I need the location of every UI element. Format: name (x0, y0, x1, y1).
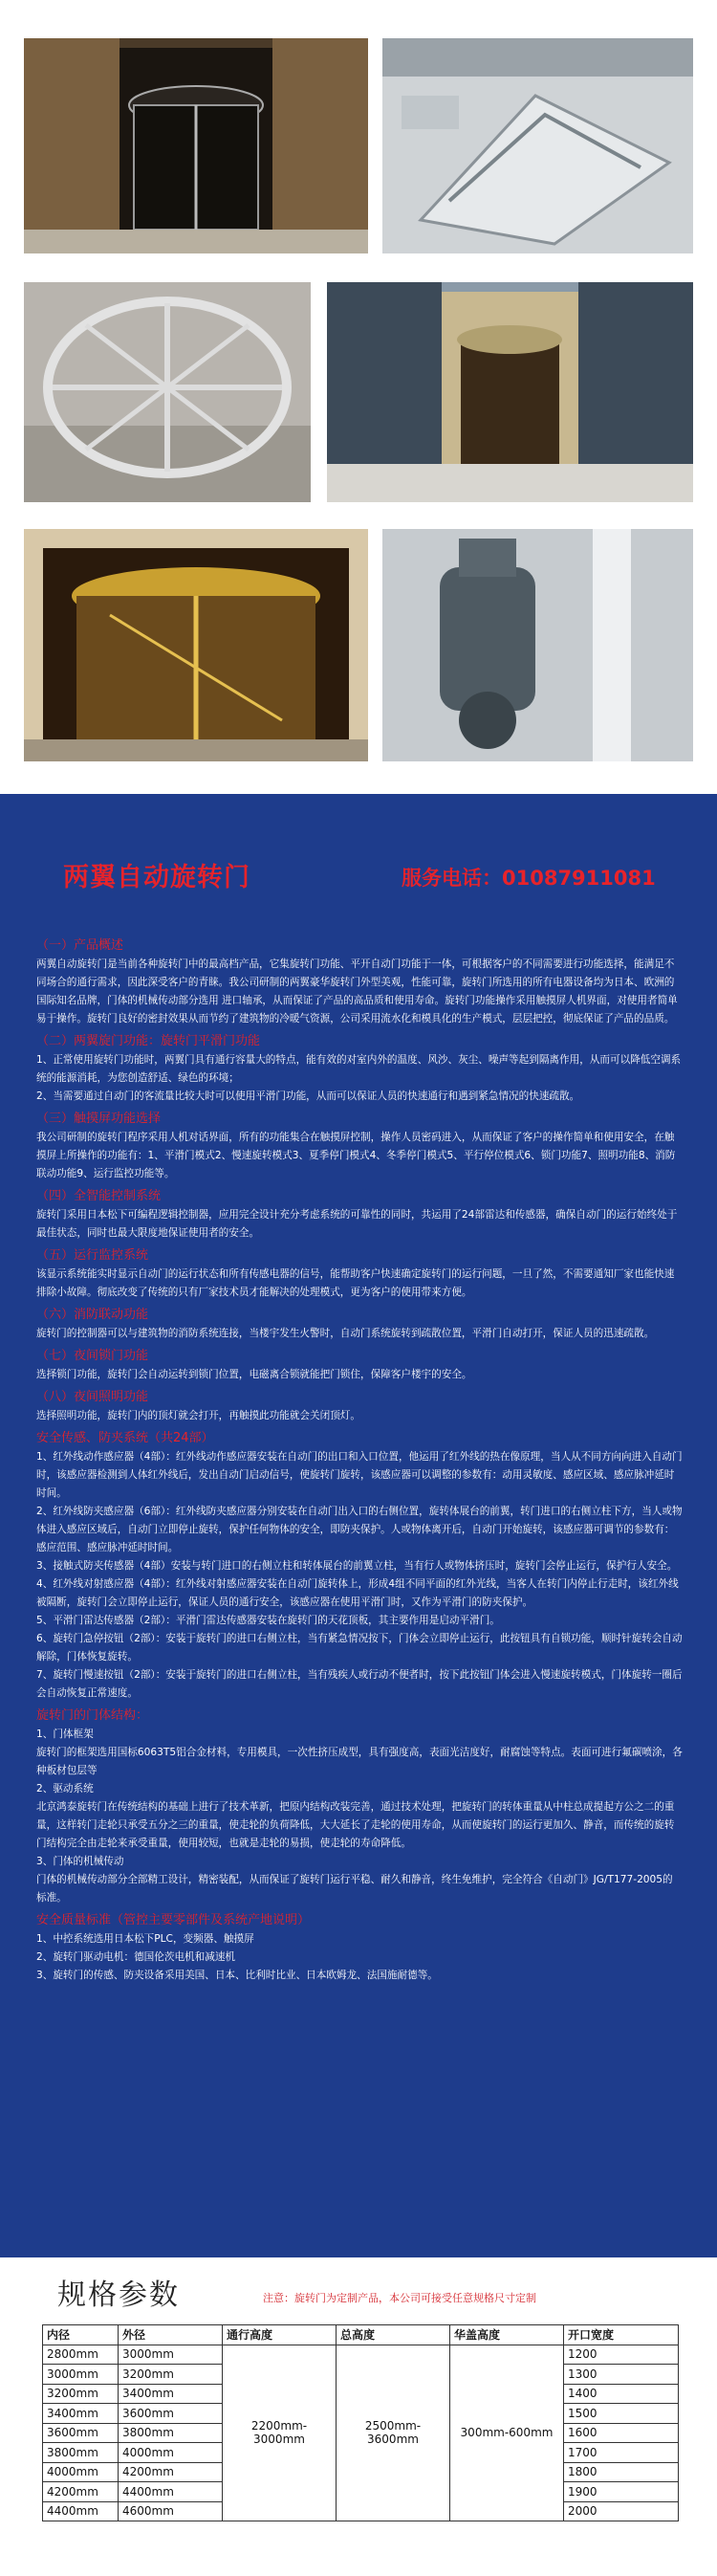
cell-outer: 3800mm (119, 2423, 223, 2443)
cell-outer: 3200mm (119, 2365, 223, 2385)
section-line: 6、旋转门急停按钮（2部）：安装于旋转门的进口右侧立柱，当有紧急情况按下，门体会立即停止运行，此按钮具有自锁功能，顺时针旋转会自动解除，门体恢复旋转。 (36, 1633, 683, 1662)
photo-revolving-door-entrance-night (24, 38, 368, 253)
section-heading: （五）运行监控系统 (36, 1248, 149, 1263)
section-heading: （四）全智能控制系统 (36, 1189, 162, 1203)
section-heading: （六）消防联动功能 (36, 1308, 149, 1322)
header-total-height: 总高度 (337, 2325, 450, 2345)
cell-inner: 3200mm (43, 2384, 119, 2404)
spec-panel (0, 2257, 717, 2576)
photo-door-frame-workshop (382, 38, 693, 253)
section-body (36, 1726, 683, 1907)
section-heading: （三）触摸屏功能选择 (36, 1112, 162, 1126)
section-body (36, 956, 683, 1028)
section-heading: 安全传感、防夹系统（共24部） (36, 1431, 214, 1445)
header-outer: 外径 (119, 2325, 223, 2345)
cell-canopy-height: 300mm-600mm (450, 2345, 564, 2521)
section-line: 门体的机械传动部分全部精工设计，精密装配，从而保证了旋转门运行平稳、耐久和静音，终生免维护，完全符合《自动门》JG/T177-2005的标准。 (36, 1874, 673, 1904)
section-body (36, 1266, 683, 1302)
spec-title: 规格参数 (57, 2279, 180, 2312)
spec-note: 注意：旋转门为定制产品，本公司可接受任意规格尺寸定制 (263, 2292, 536, 2304)
section-heading: （二）两翼旋门功能：旋转门平滑门功能 (36, 1034, 261, 1048)
section-body (36, 1407, 683, 1425)
service-phone: 服务电话：01087911081 (402, 867, 656, 890)
spec-table (42, 2324, 679, 2521)
section-line: 旋转门的框架选用国标6063T5铝合金材料，专用模具，一次性挤压成型，具有强度高，表面光洁度好，耐腐蚀等特点。表面可进行氟碳喷涂，各种板材包层等 (36, 1747, 683, 1776)
table-row (43, 2345, 679, 2365)
cell-outer: 4200mm (119, 2462, 223, 2482)
section-heading: （七）夜间锁门功能 (36, 1349, 149, 1363)
section-heading: 旋转门的门体结构： (36, 1708, 149, 1723)
section-heading: 安全质量标准（管控主要零部件及系统产地说明） (36, 1913, 311, 1927)
section-heading: （八）夜间照明功能 (36, 1390, 149, 1404)
cell-opening: 1900 (564, 2482, 679, 2502)
section-body (36, 1366, 683, 1384)
header-opening: 开口宽度 (564, 2325, 679, 2345)
section-line: 3、接触式防夹传感器（4部）安装与转门进口的右侧立柱和转体展台的前翼立柱，当有行人或物体挤压时，旋转门会停止运行，保护行人安全。 (36, 1560, 678, 1572)
cell-inner: 4000mm (43, 2462, 119, 2482)
cell-outer: 3600mm (119, 2404, 223, 2424)
section-line: 旋转门采用日本松下可编程逻辑控制器，应用完全设计充分考虑系统的可靠性的同时，共运用了24部雷达和传感器，确保自动门的运行始终处于最佳状态，同时也最大限度地保证使用者的安全。 (36, 1209, 678, 1239)
header-canopy-height: 华盖高度 (450, 2325, 564, 2345)
section-line: 1、门体框架 (36, 1728, 94, 1740)
section-line: 7、旋转门慢速按钮（2部）：安装于旋转门的进口右侧立柱，当有残疾人或行动不便者时，按下此按钮门体会进入慢速旋转模式，门体旋转一圈后会自动恢复正常速度。 (36, 1669, 683, 1699)
photo-golden-revolving-door (24, 529, 368, 761)
cell-outer: 3400mm (119, 2384, 223, 2404)
section-line: 1、中控系统选用日本松下PLC，变频器、触摸屏 (36, 1933, 254, 1945)
cell-opening: 2000 (564, 2501, 679, 2521)
photo-circular-frame (24, 282, 311, 502)
section-line: 两翼自动旋转门是当前各种旋转门中的最高档产品，它集旋转门功能、平开自动门功能于一体，可根据客户的不同需要进行功能选择，能满足不同场合的通行需求，因此深受客户的青睐。我公司研制的两翼豪华旋转门外型美观，性能可靠，旋转门所选用的所有电器设备均为日本、欧洲的国际知名品牌，门体的机械传动部分选用 进口轴承，从而保证了产品的高品质和使用寿命。旋转门功能操作采用触摸屏人机界面，对使用者简单易于操作。旋转门良好的密封效果从而节约了建筑物的冷暖气资源，公司采用流水化和模具化的生产模式，层层把控，彻底保证了产品的品质。 (36, 958, 678, 1024)
cell-inner: 3600mm (43, 2423, 119, 2443)
section-line: 3、旋转门的传感、防夹设备采用美国、日本、比利时比业、日本欧姆龙、法国施耐德等。 (36, 1970, 438, 1981)
cell-outer: 4400mm (119, 2482, 223, 2502)
section-body (36, 1206, 683, 1243)
cell-opening: 1500 (564, 2404, 679, 2424)
cell-total-height: 2500mm-3600mm (337, 2345, 450, 2521)
cell-inner: 3400mm (43, 2404, 119, 2424)
section-line: 我公司研制的旋转门程序采用人机对话界面，所有的功能集合在触摸屏控制，操作人员密码进入，从而保证了客户的操作简单和使用安全，在触摸屏上所操作的功能有：1、平滑门模式2、慢速旋转模式3、夏季停门模式4、冬季停门模式5、平行停位模式6、锁门功能7、照明功能8、消防联动功能9、运行监控功能等。 (36, 1132, 676, 1179)
cell-opening: 1700 (564, 2443, 679, 2463)
cell-opening: 1600 (564, 2423, 679, 2443)
cell-pass-height: 2200mm-3000mm (223, 2345, 337, 2521)
section-line: 选择锁门功能，旋转门会自动运转到锁门位置，电磁离合锁就能把门锁住，保障客户楼宇的安全。 (36, 1369, 472, 1380)
cell-opening: 1800 (564, 2462, 679, 2482)
cell-outer: 4000mm (119, 2443, 223, 2463)
section-line: 北京鸿泰旋转门在传统结构的基础上进行了技术革新，把原内结构改装完善，通过技术处理，把旋转门的转体重量从中柱总成提起方公之二的重量，这样转门走轮只承受五分之三的重量，使走轮的负荷降低，大大延长了走轮的使用寿命，从而使旋转门的运行更加久、静音，而传统的旋转门结构完全由走轮来承受重量，使用较短，也就是走轮的易损，使走轮的寿命降低。 (36, 1801, 675, 1849)
section-line: 选择照明功能，旋转门内的顶灯就会打开，再触摸此功能就会关闭顶灯。 (36, 1410, 360, 1421)
section-line: 1、红外线动作感应器（4部）：红外线动作感应器安装在自动门的出口和入口位置，他运用了红外线的热在像原理，当人从不同方向向进入自动门时，该感应器检测到人体红外线后，发出自动门启动信号，使旋转门旋转，该感应器可以调整的参数有：动用灵敏度、感应区域、感应脉冲延时时间。 (36, 1451, 683, 1499)
section-body (36, 1051, 683, 1106)
cell-inner: 4400mm (43, 2501, 119, 2521)
product-info-panel (0, 794, 717, 2257)
product-title: 两翼自动旋转门 (63, 863, 250, 892)
section-line: 2、旋转门驱动电机：德国伦茨电机和减速机 (36, 1951, 236, 1963)
section-line: 1、正常使用旋转门功能时，两翼门具有通行容量大的特点，能有效的对室内外的温度、风沙、灰尘、噪声等起到隔离作用，从而可以降低空调系统的能源消耗，为您创造舒适、绿色的环境； (36, 1054, 682, 1084)
section-line: 5、平滑门雷达传感器（2部）：平滑门雷达传感器安装在旋转门的天花顶板，其主要作用是启动平滑门。 (36, 1615, 500, 1626)
section-line: 该显示系统能实时显示自动门的运行状态和所有传感电器的信号，能帮助客户快速确定旋转门的运行问题，一旦了然，不需要通知厂家也能快速排除小故障。彻底改变了传统的只有厂家技术员才能解决的处理模式，更为客户的使用带来方便。 (36, 1268, 675, 1298)
cell-inner: 3800mm (43, 2443, 119, 2463)
section-line: 2、红外线防夹感应器（6部）：红外线防夹感应器分别安装在自动门出入口的右侧位置，旋转体展台的前翼，转门进口的右侧立柱下方，当人或物体进入感应区域后，自动门立即停止旋转，保护任何物体的安全，即防夹保护。人或物体离开后，自动门开始旋转，该感应器可调节的参数有：感应范围、感应脉冲延时时间。 (36, 1506, 683, 1553)
photo-building-revolving-door (327, 282, 693, 502)
cell-opening: 1300 (564, 2365, 679, 2385)
section-line: 4、红外线对射感应器（4部）：红外线对射感应器安装在自动门旋转体上，形成4组不同平面的红外光线，当客人在转门内停止行走时，该红外线被隔断，旋转门会立即停止运行，保证人员的通行安全，该感应器在使用平滑门时，又作为平滑门的防夹保护。 (36, 1578, 679, 1608)
section-body (36, 1448, 683, 1703)
cell-inner: 4200mm (43, 2482, 119, 2502)
cell-outer: 3000mm (119, 2345, 223, 2365)
section-line: 2、驱动系统 (36, 1783, 94, 1794)
section-body (36, 1325, 683, 1343)
cell-opening: 1200 (564, 2345, 679, 2365)
section-line: 2、当需要通过自动门的客流量比较大时可以使用平滑门功能，从而可以保证人员的快速通行和遇到紧急情况的快速疏散。 (36, 1090, 580, 1102)
section-body (36, 1129, 683, 1183)
section-heading: （一）产品概述 (36, 938, 124, 953)
cell-opening: 1400 (564, 2384, 679, 2404)
product-sections (36, 933, 683, 1985)
header-inner: 内径 (43, 2325, 119, 2345)
section-body (36, 1930, 683, 1985)
section-line: 3、门体的机械传动 (36, 1856, 124, 1867)
photo-motor-drive (382, 529, 693, 761)
cell-inner: 3000mm (43, 2365, 119, 2385)
cell-outer: 4600mm (119, 2501, 223, 2521)
cell-inner: 2800mm (43, 2345, 119, 2365)
section-line: 旋转门的控制器可以与建筑物的消防系统连接，当楼宇发生火警时，自动门系统旋转到疏散位置，平滑门自动打开，保证人员的迅速疏散。 (36, 1328, 655, 1339)
header-pass-height: 通行高度 (223, 2325, 337, 2345)
